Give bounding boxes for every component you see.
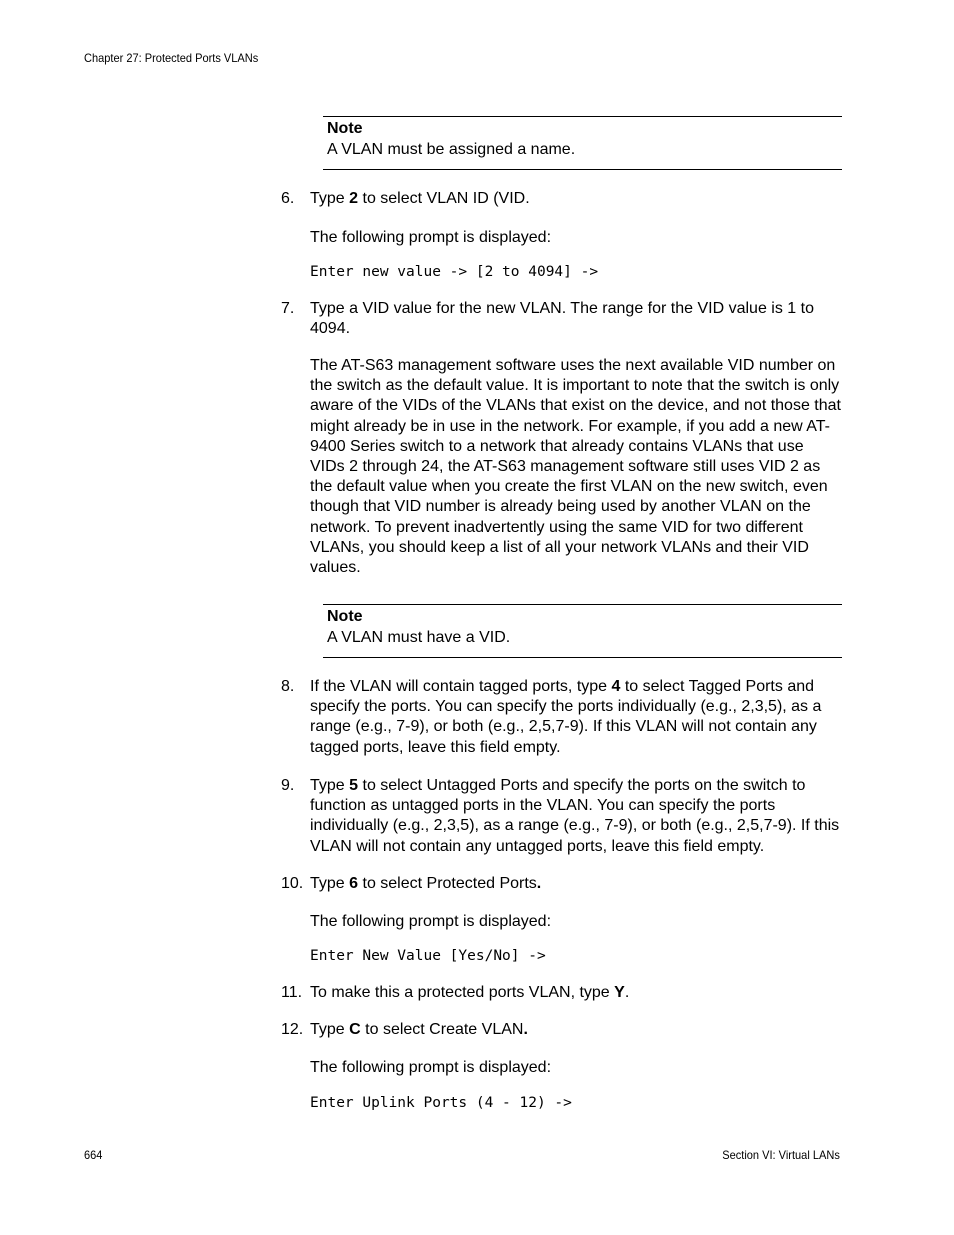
note-title: Note — [327, 608, 363, 625]
step-number: 12. — [281, 1021, 304, 1038]
step-number: 6. — [281, 190, 295, 207]
running-footer-section: Section VI: Virtual LANs — [722, 1148, 840, 1162]
step-number: 11. — [281, 984, 303, 1001]
code-prompt: Enter Uplink Ports (4 - 12) -> — [310, 1095, 572, 1111]
step-text: Type C to select Create VLAN. — [310, 1021, 528, 1038]
key-label: 4 — [611, 678, 621, 695]
note-box — [323, 604, 842, 658]
key-label: C — [349, 1021, 361, 1038]
step-text: Type a VID value for the new VLAN. The range for the VID value is 1 to 4094. — [310, 300, 814, 338]
note-body: A VLAN must have a VID. — [327, 629, 511, 646]
code-prompt: Enter new value -> [2 to 4094] -> — [310, 264, 599, 280]
page-number: 664 — [84, 1148, 103, 1162]
key-label: 5 — [349, 777, 359, 794]
step-text: If the VLAN will contain tagged ports, type 4 to select Tagged Ports and specify the ports. You can specify the ports individually (e.g., 2,3,5), as a range (e.g., 7-9), or both (e.g., 2,5,7-9). If this VLAN will not contain any tagged ports, leave this field empty. — [310, 678, 822, 756]
explanation-paragraph: The AT-S63 management software uses the next available VID number on the switch as the default value. It is important to note that the switch is only aware of the VIDs of the VLANs that exist on the device, and not those that might already be in use in the network. For example, if you add a new AT-9400 Series switch to a network that already contains VLANs that use VIDs 2 through 24, the AT-S63 management software still uses VID 2 as the default value when you create the first VLAN on the new switch, even though that VID number is already being used by another VLAN on the network. To prevent inadvertently using the same VID for two different VLANs, you should keep a list of all your network VLANs and their VID values. — [310, 357, 841, 577]
key-label: 6 — [349, 875, 359, 892]
step-text: Type 2 to select VLAN ID (VID. — [310, 190, 530, 207]
prompt-label: The following prompt is displayed: — [310, 913, 552, 930]
note-box — [323, 116, 842, 170]
step-number: 8. — [281, 678, 295, 695]
step-number: 7. — [281, 300, 295, 317]
prompt-label: The following prompt is displayed: — [310, 229, 552, 246]
prompt-label: The following prompt is displayed: — [310, 1059, 552, 1076]
step-text: Type 5 to select Untagged Ports and specify the ports on the switch to function as untagged ports in the VLAN. You can specify the ports individually (e.g., 2,3,5), as a range (e.g., 7-9), or both (e.g., 2,5,7-9). If this VLAN will not contain any untagged ports, leave this field empty. — [310, 777, 840, 855]
code-prompt: Enter New Value [Yes/No] -> — [310, 948, 546, 964]
step-number: 9. — [281, 777, 295, 794]
key-label: 2 — [349, 190, 359, 207]
note-body: A VLAN must be assigned a name. — [327, 141, 576, 158]
step-number: 10. — [281, 875, 304, 892]
step-text: Type 6 to select Protected Ports. — [310, 875, 542, 892]
note-title: Note — [327, 120, 363, 137]
step-text: To make this a protected ports VLAN, type Y. — [310, 984, 630, 1001]
running-header: Chapter 27: Protected Ports VLANs — [84, 51, 259, 65]
key-label: Y — [614, 984, 625, 1001]
